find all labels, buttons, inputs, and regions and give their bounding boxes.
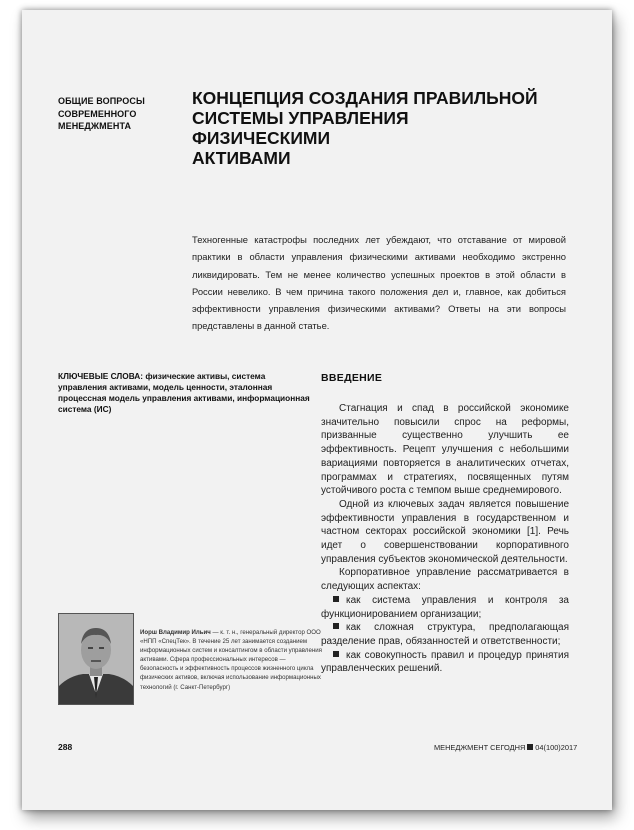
introduction-heading: ВВЕДЕНИЕ	[321, 372, 383, 384]
author-name: Иорш Владимир Ильич	[140, 629, 211, 636]
journal-issue: 04(100)2017	[535, 743, 578, 752]
list-item: как система управления и контроля за функционированием организации;	[321, 594, 569, 620]
paragraph: Одной из ключевых задач является повышение эффективности управления в государственном и частном секторах российской экономики [1]. Речь идет о совершенствовании корпоративного управления субъектов экономической деятельности.	[321, 498, 569, 565]
author-description: — к. т. н., генеральный директор ООО «НПП «СпецТек». В течение 25 лет занимается созданием информационных систем и консалтингом в области управления активами. Сфера профессиональных интересов — безопасность и эффективность процессов жизненного цикла физических активов, включая использование информационных технологий (г. Санкт-Петербург)	[140, 629, 322, 691]
journal-footer	[434, 743, 577, 752]
article-title: КОНЦЕПЦИЯ СОЗДАНИЯ ПРАВИЛЬНОЙ СИСТЕМЫ УПРАВЛЕНИЯ ФИЗИЧЕСКИМИ АКТИВАМИ	[192, 88, 538, 168]
section-label: ОБЩИЕ ВОПРОСЫ СОВРЕМЕННОГО МЕНЕДЖМЕНТА	[58, 96, 145, 131]
bullet-square-icon	[333, 651, 339, 657]
list-item: как совокупность правил и процедур принятия управленческих решений.	[321, 649, 569, 675]
keywords	[58, 371, 310, 415]
introduction-column	[321, 372, 569, 676]
square-separator-icon	[527, 744, 533, 750]
keywords-label: КЛЮЧЕВЫЕ СЛОВА:	[58, 371, 144, 381]
journal-name: МЕНЕДЖМЕНТ СЕГОДНЯ	[434, 743, 526, 752]
paragraph: Стагнация и спад в российской экономике значительно повысили спрос на реформы, призванные существенно улучшить ее эффективность. Рецепт улучшения с небольшими вариациями повторяется в аналитических отчетах, программах и стратегиях, посвященных путям устойчивого роста с темпом выше среднемирового.	[321, 403, 569, 497]
page-number: 288	[58, 742, 73, 752]
bullet-square-icon	[333, 596, 339, 602]
article-abstract: Техногенные катастрофы последних лет убеждают, что отставание от мировой практики в области управления физическими активами необходимо экстренно ликвидировать. Тем не менее количество успешных проектов в этой области в России невелико. В чем причина такого положения дел и, главное, как добиться эффективности управления физическими активами? Ответы на эти вопросы представлены в данной статье.	[192, 234, 566, 332]
keywords-text: физические активы, система управления активами, модель ценности, эталонная процессная модель управления активами, информационная система (ИС)	[58, 371, 310, 414]
author-photo	[58, 613, 134, 705]
list-item: как сложная структура, предполагающая разделение прав, обязанностей и ответственности;	[321, 622, 569, 647]
bullet-square-icon	[333, 623, 339, 629]
paragraph: Корпоративное управление рассматривается в следующих аспектах:	[321, 567, 569, 593]
author-bio	[140, 628, 322, 692]
